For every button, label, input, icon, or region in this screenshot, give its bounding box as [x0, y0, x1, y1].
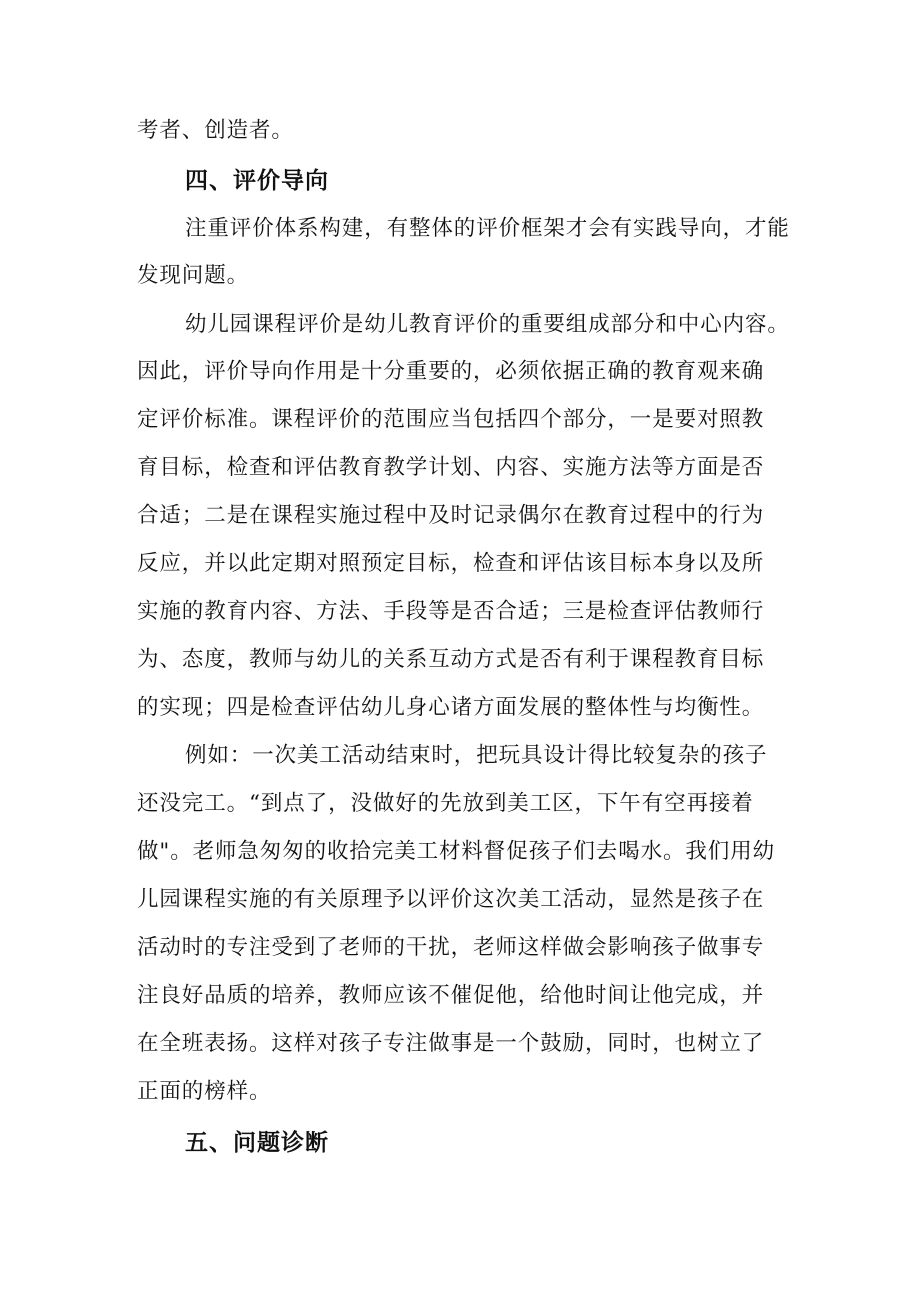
text-line: 例如：一次美工活动结束时，把玩具设计得比较复杂的孩子 [185, 743, 768, 768]
section-heading: 四、评价导向 [185, 168, 329, 194]
text-line: 幼儿园课程评价是幼儿教育评价的重要组成部分和中心内容。 [185, 312, 790, 337]
text-line: 育目标，检查和评估教育教学计划、内容、实施方法等方面是否 [137, 455, 765, 480]
text-line: 的实现；四是检查评估幼儿身心诸方面发展的整体性与均衡性。 [137, 695, 765, 720]
text-line: 正面的榜样。 [137, 1079, 272, 1104]
text-line: 合适；二是在课程实施过程中及时记录偶尔在教育过程中的行为 [137, 503, 765, 528]
text-line: 做"。老师急匆匆的收拾完美工材料督促孩子们去喝水。我们用幼 [137, 839, 775, 864]
text-line: 考者、创造者。 [137, 118, 294, 143]
section-heading: 五、问题诊断 [185, 1130, 329, 1156]
text-line: 在全班表扬。这样对孩子专注做事是一个鼓励，同时，也树立了 [137, 1031, 765, 1056]
text-line: 还没完工。“到点了，没做好的先放到美工区，下午有空再接着 [137, 791, 754, 816]
text-line: 因此，评价导向作用是十分重要的，必须依据正确的教育观来确 [137, 359, 765, 384]
text-line: 反应，并以此定期对照预定目标，检查和评估该目标本身以及所 [137, 551, 765, 576]
text-line: 定评价标准。课程评价的范围应当包括四个部分，一是要对照教 [137, 407, 765, 432]
text-line: 为、态度，教师与幼儿的关系互动方式是否有利于课程教育目标 [137, 647, 765, 672]
text-line: 儿园课程实施的有关原理予以评价这次美工活动，显然是孩子在 [137, 887, 765, 912]
text-line: 发现问题。 [137, 263, 250, 288]
text-line: 注良好品质的培养，教师应该不催促他，给他时间让他完成，并 [137, 983, 765, 1008]
text-line: 注重评价体系构建，有整体的评价框架才会有实践导向，才能 [185, 216, 790, 241]
text-line: 实施的教育内容、方法、手段等是否合适；三是检查评估教师行 [137, 599, 765, 624]
text-line: 活动时的专注受到了老师的干扰，老师这样做会影响孩子做事专 [137, 935, 765, 960]
